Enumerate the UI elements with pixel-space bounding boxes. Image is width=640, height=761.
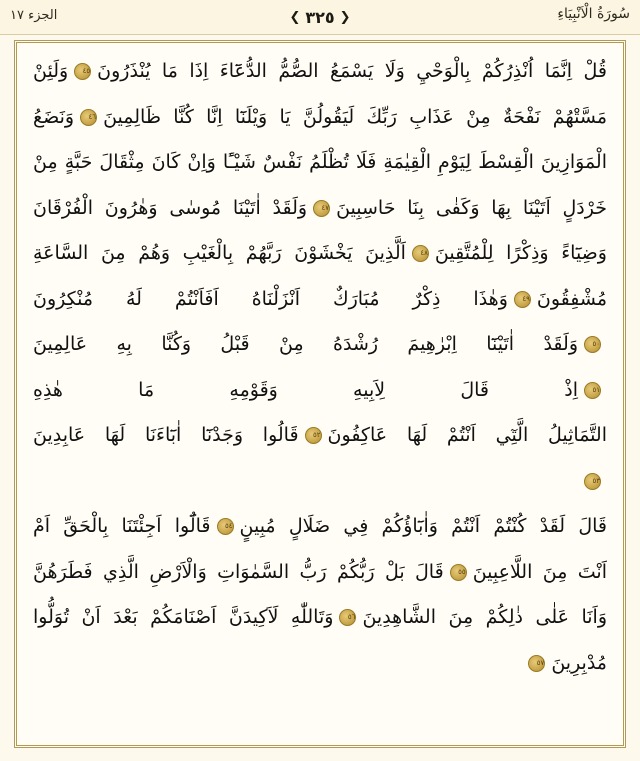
verse-text: اَنْتَ مِنَ اللَّاعِبِينَ bbox=[472, 560, 607, 583]
verse-text: قَالَ لَقَدْ كُنْتُمْ اَنْتُمْ وَاٰبَٓاؤُكُمْ فِي ضَلَالٍ مُبِينٍ bbox=[239, 515, 607, 537]
verse-text: التَّمَاثِيلُ الَّتِٓي اَنْتُمْ لَهَا عَاكِفُونَ bbox=[327, 424, 607, 446]
verse-text: الْمَوَازِينَ الْقِسْطَ لِيَوْمِ الْقِيٰمَةِ فَلَا تُظْلَمُ نَفْسٌ شَيْـًٔا وَاِنْ كَانَ مِثْقَالَ حَبَّةٍ مِنْ bbox=[33, 151, 607, 173]
verse-line bbox=[33, 550, 607, 596]
ayah-number-marker[interactable]: ٥٦ bbox=[339, 609, 356, 626]
verse-line bbox=[33, 277, 607, 323]
header-bar bbox=[0, 0, 640, 35]
verse-text: وَتَاللّٰهِ لَاَكِيدَنَّ اَصْنَامَكُمْ بَعْدَ اَنْ تُوَلُّوا bbox=[33, 606, 334, 628]
verse-text: مَسَّتْهُمْ نَفْحَةٌ مِنْ عَذَابِ رَبِّكَ لَيَقُولُنَّ يَا وَيْلَنَٓا اِنَّا كُنَّا ظَالِمِينَ bbox=[103, 105, 607, 128]
verse-line bbox=[33, 459, 607, 505]
verse-line bbox=[33, 140, 607, 186]
verse-line bbox=[33, 322, 607, 368]
ayah-number-marker[interactable]: ٤٧ bbox=[313, 200, 330, 217]
verse-text: وَهٰذَا ذِكْرٌ مُبَارَكٌ اَنْزَلْنَاهُ اَفَاَنْتُمْ لَهُ مُنْكِرُونَ bbox=[33, 287, 508, 310]
verse-text: قَالُٓوا اَجِئْتَنَا بِالْحَقِّ اَمْ bbox=[33, 515, 211, 537]
ayah-number-marker[interactable]: ٤٦ bbox=[80, 109, 97, 126]
ayah-number-marker[interactable]: ٤٥ bbox=[74, 63, 91, 80]
verse-text-block bbox=[33, 49, 607, 686]
verse-line bbox=[33, 95, 607, 141]
verse-text: قَالَ بَلْ رَبُّكُمْ رَبُّ السَّمٰوَاتِ وَالْاَرْضِ الَّذِي فَطَرَهُنَّ bbox=[33, 560, 444, 583]
verse-text: اَلَّذِينَ يَخْشَوْنَ رَبَّهُمْ بِالْغَيْبِ وَهُمْ مِنَ السَّاعَةِ bbox=[33, 242, 406, 264]
verse-line bbox=[33, 413, 607, 459]
verse-line bbox=[33, 231, 607, 277]
verse-text: وَلَقَدْ اٰتَيْنَا مُوسٰى وَهٰرُونَ الْفُرْقَانَ bbox=[33, 196, 308, 219]
surah-title: سُورَةُ الْاَنْبِيَاءِ bbox=[557, 6, 630, 22]
ayah-number-marker[interactable]: ٥٢ bbox=[305, 427, 322, 444]
verse-text: وَلَقَدْ اٰتَيْنَٓا اِبْرٰهِيمَ رُشْدَهُ مِنْ قَبْلُ وَكُنَّا بِهِ عَالِمِينَ bbox=[33, 333, 578, 355]
chevron-left-icon[interactable]: ❮ bbox=[289, 9, 301, 25]
verse-text: قَالُوا وَجَدْنَٓا اٰبَٓاءَنَا لَهَا عَابِدِينَ bbox=[33, 424, 299, 446]
verse-line bbox=[33, 641, 607, 687]
verse-text: مُدْبِرِينَ bbox=[551, 651, 607, 674]
verse-text: وَاَنَا عَلٰى ذٰلِكُمْ مِنَ الشَّاهِدِينَ bbox=[362, 606, 607, 628]
ayah-number-marker[interactable]: ٤٨ bbox=[412, 245, 429, 262]
ayah-number-marker[interactable]: ٥٤ bbox=[217, 518, 234, 535]
ayah-number-marker[interactable]: ٤٩ bbox=[514, 291, 531, 308]
verse-text: وَلَئِنْ bbox=[33, 60, 69, 82]
verse-text: وَضِيَٓاءً وَذِكْرًا لِلْمُتَّقِينَ bbox=[434, 242, 607, 264]
verse-line bbox=[33, 186, 607, 232]
quran-page-frame bbox=[14, 40, 626, 748]
verse-text: خَرْدَلٍ اَتَيْنَا بِهَا وَكَفٰى بِنَا حَاسِبِينَ bbox=[336, 196, 607, 219]
verse-line bbox=[33, 504, 607, 550]
ayah-number-marker[interactable]: ٥٣ bbox=[584, 473, 601, 490]
page-number: ٣٢٥ bbox=[305, 7, 335, 27]
verse-text: قُلْ اِنَّمَا اُنْذِرُكُمْ بِالْوَحْيِ وَلَا يَسْمَعُ الصُّمُّ الدُّعَٓاءَ اِذَا مَا يُنْذَرُونَ bbox=[97, 60, 607, 82]
ayah-number-marker[interactable]: ٥٠ bbox=[584, 336, 601, 353]
verse-text: وَنَضَعُ bbox=[33, 105, 75, 128]
juz-label: الجزء ١٧ bbox=[10, 8, 58, 23]
verse-text: مُشْفِقُونَ bbox=[536, 287, 607, 310]
verse-text: اِذْ قَالَ لِاَبِيهِ وَقَوْمِهِ مَا هٰذِهِ bbox=[33, 378, 578, 401]
page-navigator bbox=[287, 5, 353, 29]
ayah-number-marker[interactable]: ٥١ bbox=[584, 382, 601, 399]
chevron-right-icon[interactable]: ❯ bbox=[339, 9, 351, 25]
verse-line bbox=[33, 49, 607, 95]
verse-line bbox=[33, 368, 607, 414]
verse-line bbox=[33, 595, 607, 641]
ayah-number-marker[interactable]: ٥٧ bbox=[528, 655, 545, 672]
ayah-number-marker[interactable]: ٥٥ bbox=[450, 564, 467, 581]
